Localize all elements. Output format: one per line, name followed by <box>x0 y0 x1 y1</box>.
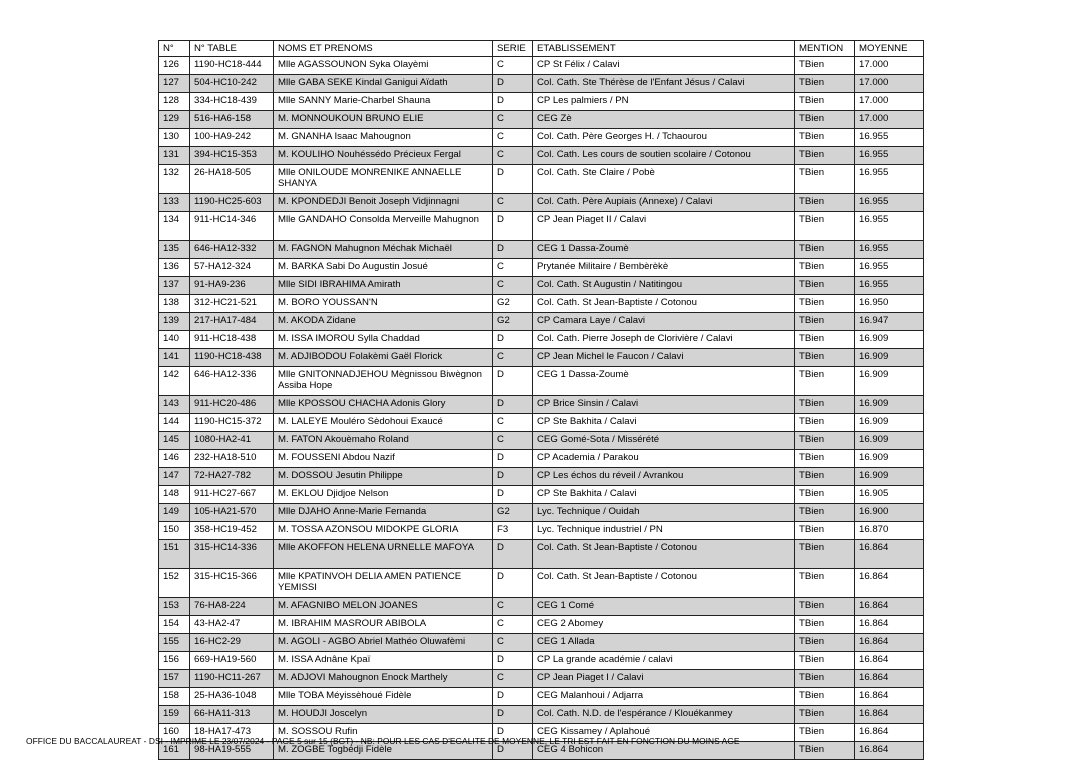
table-row <box>159 504 924 522</box>
cell-series: D <box>493 165 533 194</box>
cell-school: CP Les palmiers / PN <box>533 93 795 111</box>
cell-series: C <box>493 670 533 688</box>
cell-average: 16.905 <box>855 486 924 504</box>
cell-table-number: 1190-HC18-438 <box>190 349 274 367</box>
table-row <box>159 450 924 468</box>
cell-series: C <box>493 194 533 212</box>
cell-series: G2 <box>493 313 533 331</box>
cell-table-number: 91-HA9-236 <box>190 277 274 295</box>
cell-table-number: 76-HA8-224 <box>190 598 274 616</box>
table-row <box>159 147 924 165</box>
cell-table-number: 43-HA2-47 <box>190 616 274 634</box>
table-row <box>159 57 924 75</box>
table-row <box>159 414 924 432</box>
cell-school: Col. Cath. N.D. de l'espérance / Klouékanmey <box>533 706 795 724</box>
cell-mention: TBien <box>795 129 855 147</box>
table-row <box>159 522 924 540</box>
cell-series: D <box>493 652 533 670</box>
table-row <box>159 313 924 331</box>
cell-mention: TBien <box>795 706 855 724</box>
cell-table-number: 315-HC15-366 <box>190 569 274 598</box>
cell-series: C <box>493 111 533 129</box>
cell-school: CP Jean Piaget II / Calavi <box>533 212 795 241</box>
cell-name: M. TOSSA AZONSOU MIDOKPE GLORIA <box>274 522 493 540</box>
cell-average: 16.909 <box>855 349 924 367</box>
cell-school: Lyc. Technique / Ouidah <box>533 504 795 522</box>
cell-name: Mlle AKOFFON HELENA URNELLE MAFOYA <box>274 540 493 569</box>
cell-school: Col. Cath. Père Georges H. / Tchaourou <box>533 129 795 147</box>
cell-school: CP Academia / Parakou <box>533 450 795 468</box>
cell-table-number: 911-HC14-346 <box>190 212 274 241</box>
cell-school: CP La grande académie / calavi <box>533 652 795 670</box>
cell-table-number: 1190-HC11-267 <box>190 670 274 688</box>
cell-average: 16.909 <box>855 414 924 432</box>
table-row <box>159 540 924 569</box>
cell-name: M. BORO YOUSSAN'N <box>274 295 493 313</box>
cell-average: 16.864 <box>855 706 924 724</box>
table-row <box>159 75 924 93</box>
cell-rank: 149 <box>159 504 190 522</box>
cell-mention: TBien <box>795 598 855 616</box>
cell-average: 16.900 <box>855 504 924 522</box>
table-row <box>159 634 924 652</box>
cell-mention: TBien <box>795 313 855 331</box>
cell-mention: TBien <box>795 652 855 670</box>
cell-series: D <box>493 688 533 706</box>
cell-school: Lyc. Technique industriel / PN <box>533 522 795 540</box>
cell-name: M. FAGNON Mahugnon Méchak Michaël <box>274 241 493 259</box>
cell-rank: 138 <box>159 295 190 313</box>
cell-series: D <box>493 396 533 414</box>
header-table-number: N° TABLE <box>190 41 274 57</box>
cell-name: M. SOSSOU Rufin <box>274 724 493 742</box>
cell-average: 17.000 <box>855 75 924 93</box>
cell-rank: 134 <box>159 212 190 241</box>
cell-table-number: 1080-HA2-41 <box>190 432 274 450</box>
cell-table-number: 315-HC14-336 <box>190 540 274 569</box>
cell-name: M. ZOGBE Togbédji Fidèle <box>274 742 493 760</box>
cell-average: 16.947 <box>855 313 924 331</box>
cell-rank: 146 <box>159 450 190 468</box>
cell-average: 16.950 <box>855 295 924 313</box>
cell-name: Mlle GABA SEKE Kindal Ganigui Aïdath <box>274 75 493 93</box>
header-row <box>159 41 924 57</box>
cell-name: M. ISSA Adnâne Kpaï <box>274 652 493 670</box>
header-school: ETABLISSEMENT <box>533 41 795 57</box>
cell-school: CEG 2 Abomey <box>533 616 795 634</box>
cell-name: Mlle SANNY Marie-Charbel Shauna <box>274 93 493 111</box>
cell-school: CEG 1 Dassa-Zoumè <box>533 241 795 259</box>
cell-mention: TBien <box>795 569 855 598</box>
cell-school: CEG 4 Bohicon <box>533 742 795 760</box>
table-row <box>159 331 924 349</box>
cell-average: 16.955 <box>855 277 924 295</box>
cell-average: 16.864 <box>855 616 924 634</box>
cell-average: 16.955 <box>855 129 924 147</box>
cell-series: C <box>493 129 533 147</box>
cell-average: 16.955 <box>855 194 924 212</box>
cell-series: C <box>493 57 533 75</box>
cell-mention: TBien <box>795 670 855 688</box>
cell-series: F3 <box>493 522 533 540</box>
cell-school: CEG 1 Dassa-Zoumè <box>533 367 795 396</box>
cell-school: Col. Cath. Père Aupiais (Annexe) / Calavi <box>533 194 795 212</box>
cell-name: M. FOUSSENI Abdou Nazif <box>274 450 493 468</box>
cell-table-number: 72-HA27-782 <box>190 468 274 486</box>
cell-rank: 140 <box>159 331 190 349</box>
cell-school: CEG Zè <box>533 111 795 129</box>
table-row <box>159 432 924 450</box>
cell-average: 16.864 <box>855 670 924 688</box>
cell-average: 16.909 <box>855 396 924 414</box>
table-row <box>159 367 924 396</box>
cell-series: D <box>493 486 533 504</box>
cell-table-number: 100-HA9-242 <box>190 129 274 147</box>
cell-series: C <box>493 598 533 616</box>
cell-table-number: 66-HA11-313 <box>190 706 274 724</box>
cell-series: D <box>493 75 533 93</box>
cell-rank: 145 <box>159 432 190 450</box>
cell-name: M. LALEYE Mouléro Sèdohoui Exaucé <box>274 414 493 432</box>
cell-rank: 143 <box>159 396 190 414</box>
cell-average: 16.864 <box>855 540 924 569</box>
cell-average: 16.864 <box>855 634 924 652</box>
cell-rank: 161 <box>159 742 190 760</box>
cell-table-number: 16-HC2-29 <box>190 634 274 652</box>
cell-rank: 142 <box>159 367 190 396</box>
table-row <box>159 569 924 598</box>
cell-table-number: 334-HC18-439 <box>190 93 274 111</box>
cell-mention: TBien <box>795 277 855 295</box>
cell-rank: 137 <box>159 277 190 295</box>
cell-rank: 132 <box>159 165 190 194</box>
cell-series: C <box>493 432 533 450</box>
cell-series: G2 <box>493 295 533 313</box>
cell-average: 16.955 <box>855 259 924 277</box>
cell-average: 16.909 <box>855 432 924 450</box>
cell-name: Mlle GNITONNADJEHOU Mègnissou Biwègnon Assiba Hope <box>274 367 493 396</box>
cell-mention: TBien <box>795 414 855 432</box>
cell-name: Mlle KPATINVOH DELIA AMEN PATIENCE YEMISSI <box>274 569 493 598</box>
cell-average: 16.870 <box>855 522 924 540</box>
cell-series: D <box>493 331 533 349</box>
cell-mention: TBien <box>795 93 855 111</box>
cell-school: CP Jean Piaget I / Calavi <box>533 670 795 688</box>
cell-rank: 148 <box>159 486 190 504</box>
cell-average: 16.864 <box>855 598 924 616</box>
table-row <box>159 259 924 277</box>
cell-rank: 136 <box>159 259 190 277</box>
cell-school: CEG 1 Comé <box>533 598 795 616</box>
header-names: NOMS ET PRENOMS <box>274 41 493 57</box>
cell-table-number: 669-HA19-560 <box>190 652 274 670</box>
cell-rank: 153 <box>159 598 190 616</box>
cell-mention: TBien <box>795 194 855 212</box>
cell-series: D <box>493 569 533 598</box>
header-series: SERIE <box>493 41 533 57</box>
cell-rank: 133 <box>159 194 190 212</box>
header-average: MOYENNE <box>855 41 924 57</box>
cell-series: D <box>493 367 533 396</box>
cell-mention: TBien <box>795 522 855 540</box>
table-row <box>159 194 924 212</box>
cell-table-number: 911-HC20-486 <box>190 396 274 414</box>
cell-series: C <box>493 634 533 652</box>
cell-table-number: 312-HC21-521 <box>190 295 274 313</box>
cell-rank: 127 <box>159 75 190 93</box>
cell-table-number: 646-HA12-336 <box>190 367 274 396</box>
table-row <box>159 468 924 486</box>
cell-average: 16.955 <box>855 165 924 194</box>
cell-school: CEG Malanhoui / Adjarra <box>533 688 795 706</box>
cell-rank: 157 <box>159 670 190 688</box>
cell-rank: 130 <box>159 129 190 147</box>
cell-rank: 147 <box>159 468 190 486</box>
cell-average: 16.864 <box>855 742 924 760</box>
cell-mention: TBien <box>795 241 855 259</box>
table-row <box>159 396 924 414</box>
cell-table-number: 1190-HC18-444 <box>190 57 274 75</box>
table-row <box>159 688 924 706</box>
cell-name: M. BARKA Sabi Do Augustin Josué <box>274 259 493 277</box>
table-row <box>159 277 924 295</box>
cell-rank: 131 <box>159 147 190 165</box>
table-row <box>159 616 924 634</box>
cell-mention: TBien <box>795 111 855 129</box>
page-footer: OFFICE DU BACCALAUREAT - DSI - IMPRIME LE 23/07/2024 - PAGE 5 sur 15 (BGT) - NB: POUR LES CAS D'EGALITE DE MOYENNE, LE TRI EST FAIT EN FONCTION DU MOINS AGE <box>26 736 740 746</box>
cell-rank: 128 <box>159 93 190 111</box>
cell-name: Mlle GANDAHO Consolda Merveille Mahugnon <box>274 212 493 241</box>
cell-school: Col. Cath. St Jean-Baptiste / Cotonou <box>533 540 795 569</box>
cell-rank: 156 <box>159 652 190 670</box>
cell-rank: 154 <box>159 616 190 634</box>
cell-name: M. FATON Akouèmaho Roland <box>274 432 493 450</box>
cell-name: Mlle DJAHO Anne-Marie Fernanda <box>274 504 493 522</box>
cell-school: Col. Cath. Pierre Joseph de Clorivière / Calavi <box>533 331 795 349</box>
cell-series: C <box>493 349 533 367</box>
table-row <box>159 598 924 616</box>
cell-rank: 159 <box>159 706 190 724</box>
cell-average: 17.000 <box>855 57 924 75</box>
cell-school: CP Ste Bakhita / Calavi <box>533 414 795 432</box>
results-table <box>158 40 924 760</box>
cell-mention: TBien <box>795 331 855 349</box>
cell-table-number: 26-HA18-505 <box>190 165 274 194</box>
cell-series: D <box>493 93 533 111</box>
header-mention: MENTION <box>795 41 855 57</box>
results-table-body <box>159 57 924 760</box>
cell-mention: TBien <box>795 540 855 569</box>
cell-table-number: 57-HA12-324 <box>190 259 274 277</box>
cell-school: Col. Cath. Ste Claire / Pobè <box>533 165 795 194</box>
cell-rank: 150 <box>159 522 190 540</box>
cell-mention: TBien <box>795 259 855 277</box>
cell-name: Mlle KPOSSOU CHACHA Adonis Glory <box>274 396 493 414</box>
cell-mention: TBien <box>795 724 855 742</box>
cell-average: 16.955 <box>855 212 924 241</box>
cell-table-number: 18-HA17-473 <box>190 724 274 742</box>
cell-rank: 129 <box>159 111 190 129</box>
cell-school: CEG 1 Allada <box>533 634 795 652</box>
cell-school: Col. Cath. Les cours de soutien scolaire / Cotonou <box>533 147 795 165</box>
cell-series: D <box>493 742 533 760</box>
cell-mention: TBien <box>795 432 855 450</box>
table-row <box>159 295 924 313</box>
cell-series: G2 <box>493 504 533 522</box>
cell-average: 17.000 <box>855 93 924 111</box>
cell-series: C <box>493 277 533 295</box>
cell-school: CP Brice Sinsin / Calavi <box>533 396 795 414</box>
cell-mention: TBien <box>795 688 855 706</box>
cell-mention: TBien <box>795 742 855 760</box>
cell-average: 16.909 <box>855 450 924 468</box>
cell-rank: 139 <box>159 313 190 331</box>
cell-school: CP Camara Laye / Calavi <box>533 313 795 331</box>
table-row <box>159 212 924 241</box>
header-rank: N° <box>159 41 190 57</box>
table-row <box>159 129 924 147</box>
cell-average: 17.000 <box>855 111 924 129</box>
cell-rank: 155 <box>159 634 190 652</box>
cell-average: 16.955 <box>855 241 924 259</box>
table-row <box>159 349 924 367</box>
table-row <box>159 165 924 194</box>
cell-table-number: 504-HC10-242 <box>190 75 274 93</box>
cell-mention: TBien <box>795 212 855 241</box>
cell-name: M. GNANHA Isaac Mahougnon <box>274 129 493 147</box>
cell-average: 16.864 <box>855 688 924 706</box>
cell-series: D <box>493 540 533 569</box>
cell-rank: 144 <box>159 414 190 432</box>
cell-rank: 151 <box>159 540 190 569</box>
cell-rank: 160 <box>159 724 190 742</box>
cell-mention: TBien <box>795 634 855 652</box>
cell-table-number: 358-HC19-452 <box>190 522 274 540</box>
cell-rank: 126 <box>159 57 190 75</box>
cell-school: CEG Kissamey / Aplahoué <box>533 724 795 742</box>
cell-average: 16.955 <box>855 147 924 165</box>
cell-school: Col. Cath. St Augustin / Natitingou <box>533 277 795 295</box>
cell-average: 16.864 <box>855 652 924 670</box>
cell-name: M. AFAGNIBO MELON JOANES <box>274 598 493 616</box>
cell-rank: 135 <box>159 241 190 259</box>
cell-average: 16.909 <box>855 367 924 396</box>
cell-school: Prytanée Militaire / Bembèrèkè <box>533 259 795 277</box>
cell-series: D <box>493 241 533 259</box>
table-row <box>159 706 924 724</box>
cell-mention: TBien <box>795 75 855 93</box>
cell-table-number: 25-HA36-1048 <box>190 688 274 706</box>
cell-name: M. MONNOUKOUN BRUNO ELIE <box>274 111 493 129</box>
cell-name: Mlle TOBA Méyissèhoué Fidèle <box>274 688 493 706</box>
cell-series: C <box>493 259 533 277</box>
cell-series: D <box>493 724 533 742</box>
cell-mention: TBien <box>795 295 855 313</box>
table-row <box>159 670 924 688</box>
cell-table-number: 1190-HC25-603 <box>190 194 274 212</box>
cell-name: M. ADJIBODOU Folakèmi Gaël Florick <box>274 349 493 367</box>
cell-name: Mlle AGASSOUNON Syka Olayèmi <box>274 57 493 75</box>
cell-name: M. KPONDEDJI Benoit Joseph Vidjinnagni <box>274 194 493 212</box>
cell-series: C <box>493 147 533 165</box>
cell-name: Mlle ONILOUDE MONRENIKE ANNAELLE SHANYA <box>274 165 493 194</box>
table-row <box>159 241 924 259</box>
cell-name: M. HOUDJI Joscelyn <box>274 706 493 724</box>
cell-mention: TBien <box>795 147 855 165</box>
cell-mention: TBien <box>795 367 855 396</box>
cell-name: M. IBRAHIM MASROUR ABIBOLA <box>274 616 493 634</box>
cell-name: M. KOULIHO Nouhéssédo Précieux Fergal <box>274 147 493 165</box>
cell-school: CP Jean Michel le Faucon / Calavi <box>533 349 795 367</box>
table-row <box>159 486 924 504</box>
cell-average: 16.864 <box>855 724 924 742</box>
cell-series: D <box>493 706 533 724</box>
cell-average: 16.864 <box>855 569 924 598</box>
cell-series: D <box>493 450 533 468</box>
cell-table-number: 516-HA6-158 <box>190 111 274 129</box>
cell-rank: 141 <box>159 349 190 367</box>
cell-table-number: 217-HA17-484 <box>190 313 274 331</box>
cell-mention: TBien <box>795 165 855 194</box>
results-table-header <box>159 41 924 57</box>
cell-table-number: 911-HC27-667 <box>190 486 274 504</box>
cell-name: M. DOSSOU Jesutin Philippe <box>274 468 493 486</box>
cell-mention: TBien <box>795 349 855 367</box>
cell-name: Mlle SIDI IBRAHIMA Amirath <box>274 277 493 295</box>
cell-table-number: 911-HC18-438 <box>190 331 274 349</box>
cell-name: M. ADJOVI Mahougnon Enock Marthely <box>274 670 493 688</box>
cell-table-number: 394-HC15-353 <box>190 147 274 165</box>
cell-mention: TBien <box>795 450 855 468</box>
cell-name: M. ISSA IMOROU Sylla Chaddad <box>274 331 493 349</box>
cell-mention: TBien <box>795 504 855 522</box>
cell-series: C <box>493 414 533 432</box>
cell-table-number: 232-HA18-510 <box>190 450 274 468</box>
cell-mention: TBien <box>795 486 855 504</box>
cell-series: D <box>493 468 533 486</box>
cell-table-number: 98-HA19-555 <box>190 742 274 760</box>
table-row <box>159 652 924 670</box>
cell-table-number: 1190-HC15-372 <box>190 414 274 432</box>
cell-mention: TBien <box>795 57 855 75</box>
cell-name: M. EKLOU Djidjoe Nelson <box>274 486 493 504</box>
cell-name: M. AGOLI - AGBO Abriel Mathéo Oluwafèmi <box>274 634 493 652</box>
cell-mention: TBien <box>795 396 855 414</box>
cell-school: CP Ste Bakhita / Calavi <box>533 486 795 504</box>
cell-school: Col. Cath. St Jean-Baptiste / Cotonou <box>533 569 795 598</box>
cell-school: Col. Cath. Ste Thérèse de l'Enfant Jésus / Calavi <box>533 75 795 93</box>
cell-school: CP St Félix / Calavi <box>533 57 795 75</box>
cell-school: Col. Cath. St Jean-Baptiste / Cotonou <box>533 295 795 313</box>
cell-table-number: 105-HA21-570 <box>190 504 274 522</box>
cell-series: D <box>493 212 533 241</box>
cell-school: CEG Gomé-Sota / Missérété <box>533 432 795 450</box>
cell-name: M. AKODA Zidane <box>274 313 493 331</box>
cell-table-number: 646-HA12-332 <box>190 241 274 259</box>
cell-series: C <box>493 616 533 634</box>
cell-average: 16.909 <box>855 468 924 486</box>
table-row <box>159 93 924 111</box>
cell-mention: TBien <box>795 468 855 486</box>
table-row <box>159 111 924 129</box>
cell-school: CP Les échos du réveil / Avrankou <box>533 468 795 486</box>
cell-mention: TBien <box>795 616 855 634</box>
cell-rank: 152 <box>159 569 190 598</box>
cell-average: 16.909 <box>855 331 924 349</box>
cell-rank: 158 <box>159 688 190 706</box>
